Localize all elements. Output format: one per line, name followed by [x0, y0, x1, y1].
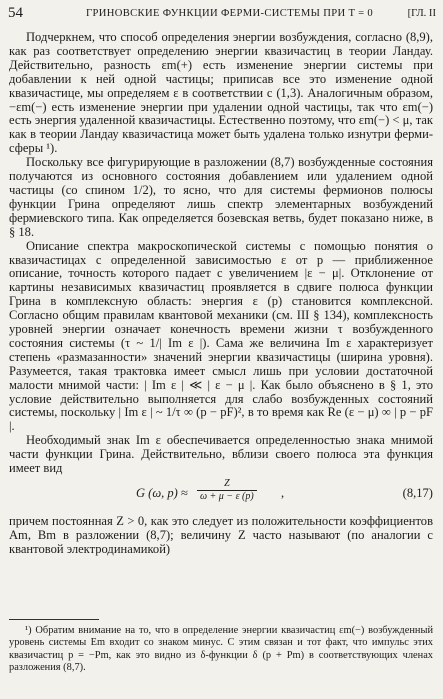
paragraph-continuation: причем постоянная Z > 0, как это следует из положительности коэффициентов Am, Bm в разложении (8,7); величину Z часто называют (по аналогии с квантовой электродинамикой) [9, 514, 433, 556]
fraction-denominator: ω + μ − ε (p) [197, 490, 257, 503]
main-text [9, 31, 433, 557]
running-header [8, 5, 436, 25]
footnote [9, 625, 433, 674]
paragraph: Подчеркнем, что способ определения энергии возбуждения, согласно (8,9), как раз соответствует определению энергии квазичастиц в теории Ландау. Действительно, разность εm(+) есть изменение энергии системы при добавлении к ней одной частицы; приписав все это изменение одной квазичастице, мы определяем ε в соответствии с (1,3). Аналогичным образом, −εm(−) есть изменение энергии при удалении одной частицы, так что εm(−) есть энергия удаленной квазичастицы. Естественно поэтому, что εm(−) < μ, так как в теории Ландау квазичастица может быть удалена только изнутри ферми-сферы ¹). [9, 30, 433, 156]
paragraph: Необходимый знак Im ε обеспечивается определенностью знака мнимой части функции Грина. Действительно, вблизи своего полюса эта функция имеет вид [9, 433, 433, 476]
page-number: 54 [8, 5, 23, 21]
footnote-rule [9, 619, 99, 620]
equation-fraction [197, 478, 257, 503]
footnote-text: ¹) Обратим внимание на то, что в определение энергии квазичастиц εm(−) возбужденный уровень системы Em входит со знаком минус. С этим связан и тот факт, что импульс этих квазичастиц p = −Pm, как это видно из δ-функции δ (p + Pm) в соответствующих членах разложения (8,7). [9, 625, 433, 673]
equation-8-17 [9, 477, 433, 513]
chapter-label: [ГЛ. II [407, 8, 436, 19]
equation-comma: , [281, 486, 285, 500]
running-title: ГРИНОВСКИЕ ФУНКЦИИ ФЕРМИ-СИСТЕМЫ ПРИ T = 0 [86, 8, 374, 19]
paragraph: Описание спектра макроскопической системы с помощью понятия о квазичастицах с определенной зависимостью ε от p — приближенное описание, точность которого падает с увеличением |ε − μ|. Отклонение от картины независимых квазичастиц проявляется в сдвиге полюса функции Грина в комплексную область: энергия ε (p) становится комплексной. Согласно общим правилам квантовой механики (см. III § 134), комплексность уровней энергии означает конечность времени жизни τ возбужденного состояния системы (τ ~ 1/| Im ε |). Сама же величина Im ε характеризует степень «размазанности» значений энергии квазичастицы (ширина уровня). Разумеется, такая трактовка имеет смысл лишь при условии достаточной малости мнимой части: | Im ε | ≪ | ε − μ |. Как было объяснено в § 1, это условие действительно выполняется для слабо возбужденных состояний системы, поскольку | Im ε | ~ 1/τ ∞ (p − pF)², в то время как Re (ε − μ) ∞ | p − pF |. [9, 238, 433, 434]
paragraph: Поскольку все фигурирующие в разложении (8,7) возбужденные состояния получаются из основного состояния добавлением или удалением одной частицы (со спином 1/2), то ясно, что для системы фермионов полюсы функции Грина определяют лишь спектр элементарных возбуждений фермиевского типа. Как определяется бозевская ветвь, будет показано ниже, в § 18. [9, 155, 433, 239]
fraction-numerator: Z [224, 478, 230, 489]
equation-number: (8,17) [402, 486, 433, 500]
equation-lhs: G (ω, p) ≈ [136, 486, 188, 500]
